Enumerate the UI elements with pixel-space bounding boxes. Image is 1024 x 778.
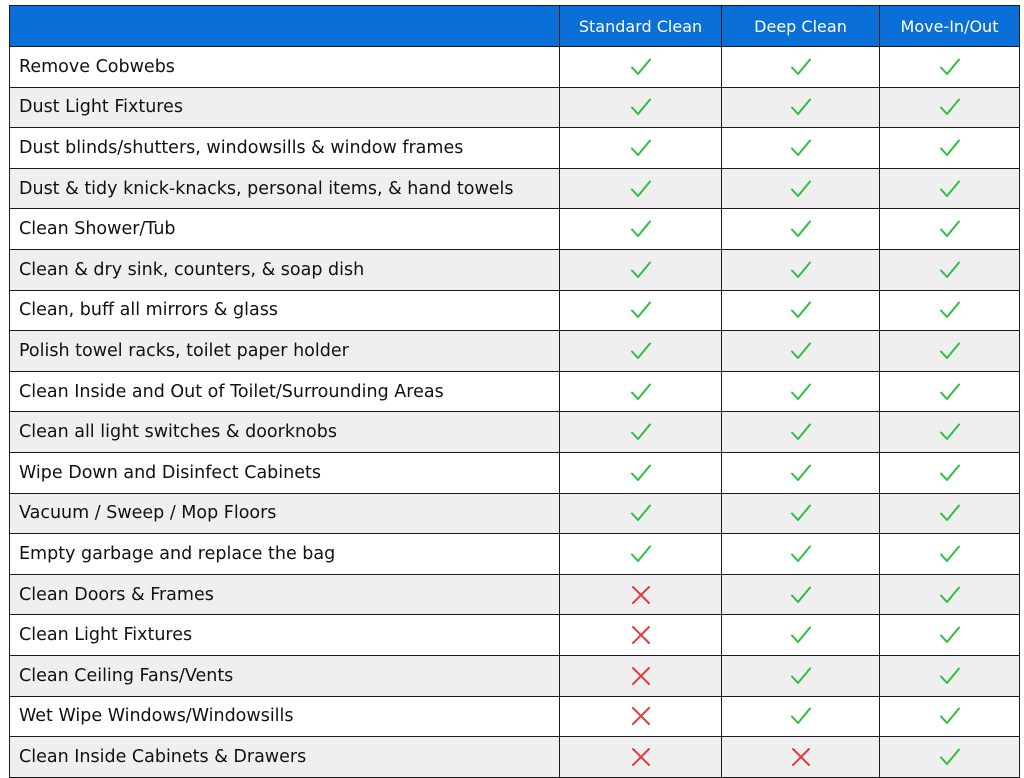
task-label: Remove Cobwebs [10, 47, 560, 88]
task-label: Clean Ceiling Fans/Vents [10, 655, 560, 696]
table-row [10, 696, 1020, 737]
table-row [10, 249, 1020, 290]
standard-clean-cell [560, 168, 722, 209]
check-icon [880, 706, 1019, 726]
check-icon [722, 341, 879, 361]
move-in-out-cell [880, 331, 1020, 372]
check-icon [560, 97, 721, 117]
move-in-out-cell [880, 168, 1020, 209]
check-icon [722, 57, 879, 77]
deep-clean-cell [722, 615, 880, 656]
table-row [10, 87, 1020, 128]
check-icon [880, 97, 1019, 117]
table-row [10, 534, 1020, 575]
table-row [10, 209, 1020, 250]
check-icon [880, 138, 1019, 158]
deep-clean-cell [722, 249, 880, 290]
check-icon [560, 503, 721, 523]
check-icon [722, 179, 879, 199]
standard-clean-cell [560, 249, 722, 290]
check-icon [722, 544, 879, 564]
check-icon [722, 422, 879, 442]
table-row [10, 331, 1020, 372]
standard-clean-cell [560, 696, 722, 737]
check-icon [560, 179, 721, 199]
check-icon [560, 544, 721, 564]
cross-icon [560, 625, 721, 645]
table-body [10, 47, 1020, 778]
check-icon [560, 422, 721, 442]
header-standard-clean: Standard Clean [560, 6, 722, 47]
table-row [10, 655, 1020, 696]
task-label: Dust Light Fixtures [10, 87, 560, 128]
deep-clean-cell [722, 493, 880, 534]
check-icon [560, 463, 721, 483]
deep-clean-cell [722, 209, 880, 250]
check-icon [560, 57, 721, 77]
deep-clean-cell [722, 534, 880, 575]
task-label: Empty garbage and replace the bag [10, 534, 560, 575]
cross-icon [560, 747, 721, 767]
task-label: Clean all light switches & doorknobs [10, 412, 560, 453]
deep-clean-cell [722, 737, 880, 778]
move-in-out-cell [880, 655, 1020, 696]
check-icon [880, 300, 1019, 320]
move-in-out-cell [880, 87, 1020, 128]
table-row [10, 168, 1020, 209]
move-in-out-cell [880, 534, 1020, 575]
table-row [10, 615, 1020, 656]
task-label: Clean Shower/Tub [10, 209, 560, 250]
check-icon [880, 422, 1019, 442]
check-icon [880, 747, 1019, 767]
check-icon [560, 300, 721, 320]
task-label: Polish towel racks, toilet paper holder [10, 331, 560, 372]
check-icon [722, 463, 879, 483]
move-in-out-cell [880, 493, 1020, 534]
check-icon [560, 260, 721, 280]
standard-clean-cell [560, 493, 722, 534]
check-icon [722, 666, 879, 686]
standard-clean-cell [560, 412, 722, 453]
deep-clean-cell [722, 412, 880, 453]
deep-clean-cell [722, 168, 880, 209]
table-row [10, 737, 1020, 778]
table-row [10, 371, 1020, 412]
standard-clean-cell [560, 209, 722, 250]
check-icon [722, 503, 879, 523]
standard-clean-cell [560, 737, 722, 778]
header-deep-clean: Deep Clean [722, 6, 880, 47]
deep-clean-cell [722, 331, 880, 372]
check-icon [880, 625, 1019, 645]
check-icon [722, 219, 879, 239]
task-label: Clean Inside and Out of Toilet/Surrounding Areas [10, 371, 560, 412]
check-icon [722, 706, 879, 726]
standard-clean-cell [560, 47, 722, 88]
move-in-out-cell [880, 290, 1020, 331]
cross-icon [560, 706, 721, 726]
deep-clean-cell [722, 696, 880, 737]
table-row [10, 128, 1020, 169]
move-in-out-cell [880, 615, 1020, 656]
standard-clean-cell [560, 290, 722, 331]
task-label: Dust & tidy knick-knacks, personal items, & hand towels [10, 168, 560, 209]
task-label: Clean Doors & Frames [10, 574, 560, 615]
task-label: Clean Inside Cabinets & Drawers [10, 737, 560, 778]
check-icon [560, 341, 721, 361]
deep-clean-cell [722, 290, 880, 331]
check-icon [722, 382, 879, 402]
deep-clean-cell [722, 87, 880, 128]
task-label: Clean, buff all mirrors & glass [10, 290, 560, 331]
standard-clean-cell [560, 87, 722, 128]
task-label: Dust blinds/shutters, windowsills & window frames [10, 128, 560, 169]
standard-clean-cell [560, 534, 722, 575]
table-row [10, 574, 1020, 615]
move-in-out-cell [880, 47, 1020, 88]
header-move-in-out: Move-In/Out [880, 6, 1020, 47]
check-icon [560, 382, 721, 402]
move-in-out-cell [880, 412, 1020, 453]
deep-clean-cell [722, 371, 880, 412]
check-icon [880, 219, 1019, 239]
standard-clean-cell [560, 128, 722, 169]
cross-icon [560, 666, 721, 686]
task-label: Wet Wipe Windows/Windowsills [10, 696, 560, 737]
task-label: Clean Light Fixtures [10, 615, 560, 656]
move-in-out-cell [880, 371, 1020, 412]
deep-clean-cell [722, 47, 880, 88]
check-icon [880, 544, 1019, 564]
check-icon [880, 463, 1019, 483]
check-icon [722, 97, 879, 117]
check-icon [880, 666, 1019, 686]
check-icon [880, 585, 1019, 605]
table-row [10, 412, 1020, 453]
deep-clean-cell [722, 452, 880, 493]
table-row [10, 452, 1020, 493]
check-icon [722, 585, 879, 605]
check-icon [880, 382, 1019, 402]
move-in-out-cell [880, 452, 1020, 493]
check-icon [880, 503, 1019, 523]
move-in-out-cell [880, 249, 1020, 290]
table-row [10, 290, 1020, 331]
standard-clean-cell [560, 615, 722, 656]
move-in-out-cell [880, 209, 1020, 250]
service-comparison-table [9, 5, 1020, 778]
check-icon [722, 138, 879, 158]
check-icon [880, 57, 1019, 77]
standard-clean-cell [560, 655, 722, 696]
header-task-column [10, 6, 560, 47]
check-icon [722, 625, 879, 645]
cross-icon [722, 747, 879, 767]
task-label: Wipe Down and Disinfect Cabinets [10, 452, 560, 493]
standard-clean-cell [560, 331, 722, 372]
table-row [10, 47, 1020, 88]
standard-clean-cell [560, 371, 722, 412]
deep-clean-cell [722, 574, 880, 615]
check-icon [880, 179, 1019, 199]
check-icon [722, 300, 879, 320]
check-icon [880, 260, 1019, 280]
move-in-out-cell [880, 696, 1020, 737]
standard-clean-cell [560, 452, 722, 493]
check-icon [722, 260, 879, 280]
check-icon [880, 341, 1019, 361]
deep-clean-cell [722, 655, 880, 696]
check-icon [560, 219, 721, 239]
cross-icon [560, 585, 721, 605]
check-icon [560, 138, 721, 158]
task-label: Clean & dry sink, counters, & soap dish [10, 249, 560, 290]
table-row [10, 493, 1020, 534]
standard-clean-cell [560, 574, 722, 615]
header-row [10, 6, 1020, 47]
move-in-out-cell [880, 737, 1020, 778]
task-label: Vacuum / Sweep / Mop Floors [10, 493, 560, 534]
move-in-out-cell [880, 574, 1020, 615]
move-in-out-cell [880, 128, 1020, 169]
deep-clean-cell [722, 128, 880, 169]
